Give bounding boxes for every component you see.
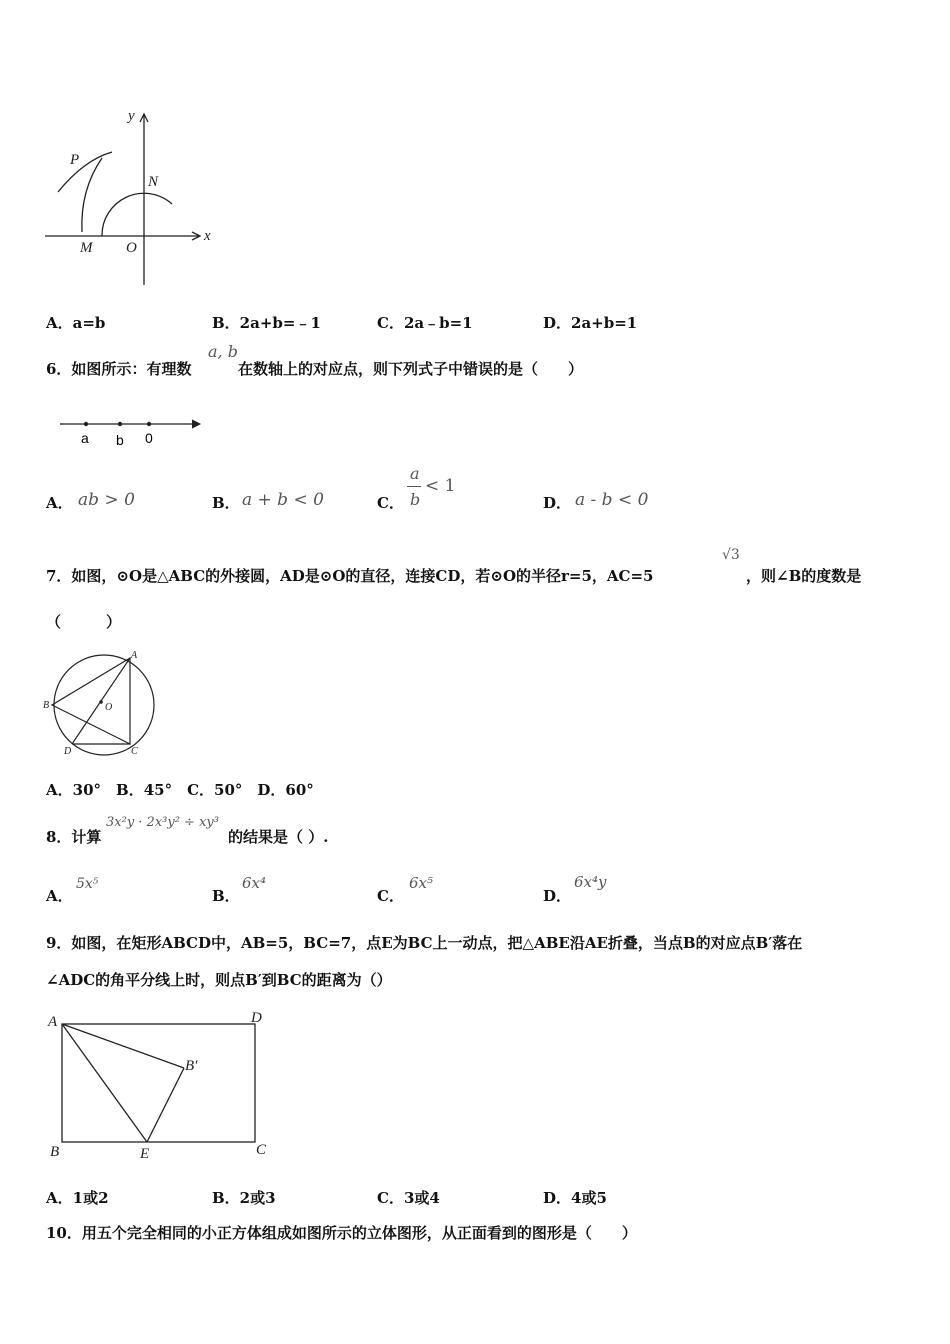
q5-option-a[interactable]: A．a=b xyxy=(46,314,106,332)
q6-option-c-num: a xyxy=(410,464,420,483)
segment-eb-prime xyxy=(147,1068,184,1142)
label-e: E xyxy=(140,1146,150,1162)
q9-option-c[interactable]: C．3或4 xyxy=(377,1189,440,1207)
label-d: D xyxy=(64,746,72,757)
q6-option-c-fraction-bar xyxy=(407,486,421,487)
segment-ae xyxy=(62,1024,147,1142)
q6-option-d-expr: a - b < 0 xyxy=(575,490,649,510)
label-b: B xyxy=(50,1144,60,1160)
label-y: y xyxy=(128,108,135,124)
label-d: D xyxy=(251,1010,262,1026)
q6-option-b-label[interactable]: B． xyxy=(212,494,240,512)
arc-center-o xyxy=(102,193,172,236)
q6-option-d-label[interactable]: D． xyxy=(543,494,572,512)
q8-suffix: 的结果是（ ）. xyxy=(228,828,329,846)
q10-text: 10．用五个完全相同的小正方体组成如图所示的立体图形，从正面看到的图形是（ ） xyxy=(46,1224,637,1242)
q8-expr: 3x²y · 2x³y² ÷ xy³ xyxy=(106,815,219,830)
q7-figure xyxy=(40,650,170,770)
q7-text: 7．如图，⊙O是△ABC的外接圆，AD是⊙O的直径，连接CD，若⊙O的半径r=5，AC=5 xyxy=(46,567,654,585)
label-a: A xyxy=(48,1014,58,1030)
label-o: O xyxy=(126,240,137,256)
q5-figure xyxy=(40,100,240,300)
q9-option-d[interactable]: D．4或5 xyxy=(543,1189,607,1207)
point-b xyxy=(118,422,122,426)
q8-prefix: 8．计算 xyxy=(46,828,102,846)
q7-options[interactable]: A．30° B．45° C．50° D．60° xyxy=(46,781,314,799)
q9-line1: 9．如图，在矩形ABCD中，AB=5，BC=7，点E为BC上一动点，把△ABE沿AE折叠，当点B的对应点B′落在 xyxy=(46,934,803,952)
q8-option-b-label[interactable]: B． xyxy=(212,887,240,905)
q5-option-c[interactable]: C．2a﹣b=1 xyxy=(377,314,473,332)
q8-option-d-label[interactable]: D． xyxy=(543,887,572,905)
label-b: b xyxy=(116,432,124,448)
q6-option-c-label[interactable]: C． xyxy=(377,494,404,512)
center-o xyxy=(99,700,103,704)
label-m: M xyxy=(80,240,93,256)
label-a: a xyxy=(81,430,89,446)
q6-number-line xyxy=(58,412,218,452)
q6-option-c-den: b xyxy=(410,490,421,509)
q5-option-d[interactable]: D．2a+b=1 xyxy=(543,314,638,332)
q6-suffix: 在数轴上的对应点，则下列式子中错误的是（ ） xyxy=(238,360,584,378)
q6-option-b-expr: a + b < 0 xyxy=(242,490,324,510)
arc-from-n xyxy=(58,152,112,192)
circumcircle xyxy=(54,655,154,755)
number-line-arrow xyxy=(192,420,200,428)
arc-from-m xyxy=(82,158,102,232)
q8-option-a-label[interactable]: A． xyxy=(46,887,73,905)
q6-prefix: 6．如图所示：有理数 xyxy=(46,360,192,378)
triangle-abc xyxy=(52,658,130,744)
q5-option-b[interactable]: B．2a+b=﹣1 xyxy=(212,314,321,332)
q7-paren: （ ） xyxy=(46,613,122,631)
q6-vars: a, b xyxy=(208,342,238,361)
segment-ab-prime xyxy=(62,1024,184,1068)
q7-text2: ，则∠B的度数是 xyxy=(746,567,862,585)
label-zero: 0 xyxy=(145,430,153,446)
label-a: A xyxy=(131,650,138,661)
label-c: C xyxy=(256,1142,267,1158)
label-c: C xyxy=(131,746,138,757)
point-zero xyxy=(147,422,151,426)
label-b-prime: B′ xyxy=(185,1058,198,1074)
q6-option-c-rest: < 1 xyxy=(425,476,456,496)
q6-option-a-label[interactable]: A． xyxy=(46,494,73,512)
q8-option-b-expr: 6x⁴ xyxy=(242,874,267,892)
q8-option-c-expr: 6x⁵ xyxy=(409,874,434,892)
q8-option-a-expr: 5x⁵ xyxy=(76,876,99,892)
label-n: N xyxy=(148,174,159,190)
label-x: x xyxy=(204,228,211,244)
q8-option-d-expr: 6x⁴y xyxy=(574,873,607,891)
label-p: P xyxy=(70,152,80,168)
label-o: O xyxy=(105,702,113,713)
q7-sqrt: √3 xyxy=(722,547,740,563)
q9-line2: ∠ADC的角平分线上时，则点B′到BC的距离为（） xyxy=(46,971,392,989)
q9-option-b[interactable]: B．2或3 xyxy=(212,1189,276,1207)
q9-option-a[interactable]: A．1或2 xyxy=(46,1189,109,1207)
rectangle-abcd xyxy=(62,1024,255,1142)
q9-figure xyxy=(44,1008,284,1168)
point-a xyxy=(84,422,88,426)
q6-option-a-expr: ab > 0 xyxy=(78,490,135,510)
label-b: B xyxy=(43,700,50,711)
q8-option-c-label[interactable]: C． xyxy=(377,887,404,905)
